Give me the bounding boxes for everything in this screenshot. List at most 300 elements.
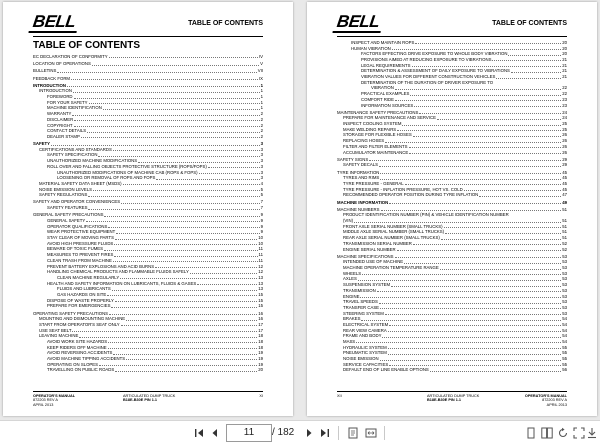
footer-text: ARTICULATED DUMP TRUCK bbox=[427, 394, 480, 398]
toc-entry-title: MACHINE INFORMATION bbox=[337, 199, 389, 205]
toc-leader-dots bbox=[380, 360, 562, 361]
toc-leader-dots bbox=[114, 244, 257, 245]
toc-entry-page: 22 bbox=[562, 91, 567, 97]
toc-entry-title: HUMAN VIBRATION bbox=[351, 45, 391, 51]
toc-entry-title: PREPARE FOR EMERGENCIES bbox=[47, 303, 111, 309]
toc-entry-page: 25 bbox=[562, 121, 567, 127]
toc-leader-dots bbox=[120, 278, 257, 279]
toc-leader-dots bbox=[391, 286, 561, 287]
toc-leader-dots bbox=[395, 89, 561, 90]
toc-entry-page: 52 bbox=[562, 240, 567, 246]
toc-entry-title: SAFETY AND OPERATOR CONVENIENCES bbox=[33, 199, 121, 205]
toc-leader-dots bbox=[57, 72, 256, 73]
toc-leader-dots bbox=[103, 109, 260, 110]
toc-leader-dots bbox=[112, 290, 257, 291]
toc-leader-dots bbox=[397, 130, 561, 131]
toc-leader-dots bbox=[190, 273, 257, 274]
toc-leader-dots bbox=[388, 354, 561, 355]
toc-entry-title: WHEELS bbox=[343, 270, 362, 276]
toc-entry-page: 54 bbox=[562, 339, 567, 345]
toc-entry-title: MAKE WELDING REPAIRS bbox=[343, 126, 397, 132]
toc-entry-title: DISPOSE OF WASTE PROPERLY bbox=[47, 297, 114, 303]
toc-entry-title: BRAKES bbox=[343, 316, 361, 322]
toc-entry-title: FRAME AND BODY bbox=[343, 333, 382, 339]
toc-leader-dots bbox=[377, 291, 562, 292]
toc-leader-dots bbox=[86, 221, 259, 222]
toc-entry-page: 21 bbox=[562, 57, 567, 63]
toc-entry-page: 3 bbox=[260, 141, 263, 147]
toc-leader-dots bbox=[496, 78, 561, 79]
toc-entry-page: 12 bbox=[258, 269, 263, 275]
toc-entry-title: TYRE PRESSURE - INFLATION PRESSURE, HOT VS. COLD bbox=[343, 186, 463, 192]
toc-entry-page: 17 bbox=[258, 321, 263, 327]
toc-entry-title: INSPECT COOLING SYSTEM bbox=[343, 121, 402, 127]
toc-entry-page: 21 bbox=[562, 68, 567, 74]
toc-leader-dots bbox=[156, 179, 259, 180]
toc-entry-page: 5 bbox=[260, 186, 263, 192]
toc-leader-dots bbox=[74, 98, 260, 99]
toc-entry-title: MAINTENANCE SAFETY PRECAUTIONS bbox=[337, 109, 419, 115]
toc-leader-dots bbox=[413, 244, 561, 245]
toc-entry-page: 45 bbox=[562, 175, 567, 181]
toc-leader-dots bbox=[409, 153, 561, 154]
toc-entry-page: 7 bbox=[260, 205, 263, 211]
page-number-input[interactable]: 11 bbox=[226, 424, 272, 442]
page-right bbox=[307, 2, 597, 416]
toc-leader-dots bbox=[74, 120, 259, 121]
toc-entry-page: 1 bbox=[260, 88, 263, 94]
toc-entry-title: INSPECT AND MAINTAIN ROPS bbox=[351, 39, 415, 45]
toc-leader-dots bbox=[81, 137, 260, 138]
toc-leader-dots bbox=[492, 60, 561, 61]
toolbar-divider bbox=[384, 426, 385, 440]
toc-entry-title: FOR YOUR SAFETY bbox=[47, 99, 88, 105]
toc-leader-dots bbox=[415, 43, 561, 44]
toc-entry-page: 55 bbox=[562, 356, 567, 362]
toc-leader-dots bbox=[444, 227, 562, 228]
footer-text: APRIL 2013 bbox=[546, 402, 567, 407]
toc-entry-title: MACHINE OPERATION TEMPERATURE RANGE bbox=[343, 265, 439, 271]
toc-entry-page: 19 bbox=[258, 361, 263, 367]
toc-entry-title: SAFETY DECALS bbox=[343, 162, 379, 168]
toc-entry-page: 29 bbox=[562, 156, 567, 162]
toc-entry-page: 26 bbox=[562, 149, 567, 155]
toc-entry-page: 11 bbox=[258, 246, 263, 252]
toc-entry-page: 45 bbox=[562, 186, 567, 192]
toc-leader-dots bbox=[389, 325, 561, 326]
toc-entry-title: CLEAN MACHINE REGULARLY bbox=[57, 274, 120, 280]
toc-entry-title: AVOID WORK SITE HAZARDS bbox=[47, 338, 108, 344]
toc-entry-page: 20 bbox=[562, 45, 567, 51]
toc-entry-page: 9 bbox=[260, 223, 263, 229]
header-rule bbox=[33, 36, 263, 37]
toc-leader-dots bbox=[74, 126, 260, 127]
toc-entry-page: 53 bbox=[562, 276, 567, 282]
toc-entry-page: 24 bbox=[562, 109, 567, 115]
toc-leader-dots bbox=[369, 160, 561, 161]
toc-entry-title: INFORMATION SOURCES bbox=[361, 102, 414, 108]
toc-entry-title: FACTORS EFFECTING DRIVE EXPOSURE TO WHOLE BODY VIBRATION bbox=[361, 51, 508, 57]
toc-leader-dots bbox=[92, 65, 259, 66]
toc-entry-title: BEWARE OF TOXIC FUMES bbox=[47, 246, 104, 252]
toc-leader-dots bbox=[115, 371, 257, 372]
toc-leader-dots bbox=[362, 274, 561, 275]
toc-entry-title: LEGAL REQUIREMENTS bbox=[361, 62, 411, 68]
toc-entry-title: UNAUTHORIZED MACHINE MODIFICATIONS bbox=[47, 158, 138, 164]
toc-leader-dots bbox=[113, 150, 260, 151]
toc-entry-title: PRACTICAL EXAMPLES bbox=[361, 91, 410, 97]
toc-leader-dots bbox=[379, 303, 561, 304]
toc-entry-page: 51 bbox=[562, 218, 567, 224]
toc-entry-title: MASS bbox=[343, 339, 356, 345]
toc-entry-page: 17 bbox=[258, 327, 263, 333]
toc-entry-page: 55 bbox=[562, 350, 567, 356]
toc-leader-dots bbox=[107, 295, 257, 296]
toc-entry-title: INTRODUCTION bbox=[39, 88, 72, 94]
toc-entry-title: OPERATING ON SLOPES bbox=[47, 361, 99, 367]
toc-entry-title: TYRE PRESSURE - GENERAL bbox=[343, 180, 404, 186]
toc-entry-page: 53 bbox=[562, 304, 567, 310]
toc-entry-title: VIBRATION VALUES FOR DIFFERENT CONSTRUCTION VEHICLES bbox=[361, 74, 496, 80]
toc-entry-page: 3 bbox=[260, 158, 263, 164]
last-page-icon[interactable] bbox=[318, 425, 332, 441]
rotate-icon[interactable] bbox=[556, 425, 570, 441]
toc-entry-title: PREPARE FOR MAINTENANCE AND SERVICE bbox=[343, 115, 436, 121]
toc-entry-title: HYDRAULIC SYSTEM bbox=[343, 344, 387, 350]
footer-text: APRIL 2013 bbox=[33, 402, 54, 407]
toc-entry-page: 53 bbox=[562, 265, 567, 271]
toc-leader-dots bbox=[395, 100, 561, 101]
toc-entry-title: MOUNTING AND DISMOUNTING MACHINE bbox=[39, 316, 126, 322]
toc-entry-title: DEALER STAMP bbox=[47, 133, 80, 139]
toc-entry[interactable] bbox=[33, 367, 263, 373]
toc-entry-page: 5 bbox=[260, 192, 263, 198]
toc-leader-dots bbox=[356, 342, 561, 343]
toc-entry-page: 20 bbox=[562, 39, 567, 45]
toc-leader-dots bbox=[430, 371, 561, 372]
toc-entry-page: 15 bbox=[258, 297, 263, 303]
toc-leader-dots bbox=[72, 331, 257, 332]
toc-entry-page: 53 bbox=[562, 293, 567, 299]
toc-entry-page: 2 bbox=[260, 111, 263, 117]
toc-entry-page: 54 bbox=[562, 316, 567, 322]
toc-entry-title: START FROM OPERATOR'S SEAT ONLY bbox=[39, 321, 120, 327]
toc-entry-page: 16 bbox=[258, 316, 263, 322]
footer-page-number: XI bbox=[259, 394, 263, 398]
toc-entry-page: 19 bbox=[258, 356, 263, 362]
footer-text: 872203 REV A bbox=[33, 398, 58, 403]
toc-leader-dots bbox=[405, 184, 562, 185]
toc-entry-title: PNEUMATIC SYSTEM bbox=[343, 350, 387, 356]
footer-text: OPERATOR'S MANUAL bbox=[524, 394, 567, 398]
toc-leader-dots bbox=[479, 196, 561, 197]
toc-leader-dots bbox=[388, 348, 562, 349]
toc-leader-dots bbox=[410, 95, 561, 96]
toc-leader-dots bbox=[108, 348, 258, 349]
toc-leader-dots bbox=[109, 314, 257, 315]
toc-entry-title: DETERMINATION & ASSESSMENT OF DAILY EXPOSURE TO VIBRATIONS bbox=[361, 68, 510, 74]
header-title: TABLE OF CONTENTS bbox=[188, 20, 263, 27]
toc-entry-title: SUSPENSION SYSTEM bbox=[343, 282, 391, 288]
toc-entry-title: AXLES bbox=[343, 276, 357, 282]
toc-entry-title: ELECTRICAL SYSTEM bbox=[343, 321, 389, 327]
toc-entry-page: IV bbox=[258, 53, 263, 59]
toc-entry-title: CERTIFICATIONS AND STANDARDS bbox=[39, 146, 112, 152]
toc-entry-title: PROVISIONS AIMED AT REDUCING EXPOSURE TO VIBRATIONS bbox=[361, 57, 492, 63]
toc-entry-page: 47 bbox=[562, 192, 567, 198]
toc-entry-page: V bbox=[260, 61, 263, 67]
toc-entry-title: PREVENT BATTERY EXPLOSIONS AND ACID BURNS bbox=[47, 263, 155, 269]
toc-entry-title: GAS HAZARDS ON SITE bbox=[57, 291, 107, 297]
toc-entry-page: 11 bbox=[258, 257, 263, 263]
toc-entry-title: WARRANTY bbox=[47, 111, 72, 117]
toc-entry-page: 13 bbox=[258, 274, 263, 280]
toc-leader-dots bbox=[104, 216, 259, 217]
toc-leader-dots bbox=[126, 359, 257, 360]
toc-leader-dots bbox=[388, 331, 562, 332]
bell-logo: BELL bbox=[31, 12, 77, 31]
toc-entry-page: 2 bbox=[260, 122, 263, 128]
toc-entry-title: STAY CLEAR OF MOVING PARTS bbox=[47, 235, 114, 241]
toc-entry-title: AVOID REVERSING ACCIDENTS bbox=[47, 350, 113, 356]
toc-entry[interactable] bbox=[337, 368, 567, 374]
toc-leader-dots bbox=[71, 79, 258, 80]
toc-heading: TABLE OF CONTENTS bbox=[33, 40, 141, 51]
toc-entry-page: 54 bbox=[562, 327, 567, 333]
toc-entry-page: 53 bbox=[562, 287, 567, 293]
toc-entry-page: 3 bbox=[260, 163, 263, 169]
toc-entry-page: 10 bbox=[258, 235, 263, 241]
toc-entry-page: 26 bbox=[562, 132, 567, 138]
toc-entry-title: ROLL OVER AND FALLING OBJECTS PROTECTIVE STRUCTURE (ROPS/FOPS) bbox=[47, 163, 207, 169]
toc-entry-page: 7 bbox=[260, 199, 263, 205]
toc-leader-dots bbox=[123, 184, 260, 185]
header-rule bbox=[337, 36, 567, 37]
footer-text: 872203 REV A bbox=[542, 398, 567, 403]
toc-entry-title: HEALTH AND SAFETY INFORMATION ON LUBRICANTS, FLUIDS & GASES bbox=[47, 280, 197, 286]
toc-entry-title: VIBRATION bbox=[371, 85, 394, 91]
toc-leader-dots bbox=[385, 314, 561, 315]
toc-entry-title: MACHINE NUMBERS bbox=[337, 206, 380, 212]
toc-entry-page: IX bbox=[258, 75, 263, 81]
toc-entry-page: 53 bbox=[562, 282, 567, 288]
toc-entry-title: EC DECLARATION OF CONFORMITY bbox=[33, 53, 108, 59]
toc-entry-page: 18 bbox=[258, 344, 263, 350]
toc-entry-title: MATERIAL SAFETY DATA SHEET (MSDS) bbox=[39, 180, 122, 186]
toc-entry-title: ENGINE SERIAL NUMBER bbox=[343, 246, 396, 252]
toc-entry-page: 25 bbox=[562, 126, 567, 132]
toc-entry-page: 45 bbox=[562, 169, 567, 175]
toc-leader-dots bbox=[111, 307, 257, 308]
toc-entry-title: HANDLING CHEMICAL PRODUCTS AND FLAMMABLE FLUIDS SAFELY bbox=[47, 269, 189, 275]
toc-leader-dots bbox=[508, 55, 561, 56]
toc-leader-dots bbox=[89, 103, 260, 104]
toc-entry-title: AVOID HIGH PRESSURE FLUIDS bbox=[47, 240, 114, 246]
toc-entry-page: 53 bbox=[562, 299, 567, 305]
toc-leader-dots bbox=[419, 113, 561, 114]
toc-entry-title: DETERMINATION OF THE DURATION OF DRIVER EXPOSURE TO bbox=[361, 79, 494, 85]
footer-page-number: XII bbox=[337, 394, 342, 398]
prev-page-icon[interactable] bbox=[208, 425, 222, 441]
toc-leader-dots bbox=[208, 167, 260, 168]
toc-entry-title: AVOID MACHINE TIPPING ACCIDENTS bbox=[47, 356, 126, 362]
toc-leader-dots bbox=[464, 190, 562, 191]
fit-width-icon[interactable] bbox=[364, 425, 378, 441]
toc-leader-dots bbox=[380, 308, 561, 309]
toc-entry-page: 20 bbox=[562, 51, 567, 57]
toc-leader-dots bbox=[413, 136, 562, 137]
toc-entry-title: TYRES AND RIMS bbox=[343, 175, 380, 181]
toc-leader-dots bbox=[379, 166, 561, 167]
toc-entry-page: 20 bbox=[258, 367, 263, 373]
fullscreen-icon[interactable] bbox=[572, 425, 586, 441]
toc-leader-dots bbox=[155, 267, 257, 268]
toc-entry-title: MIDDLE AXLE SERIAL NUMBER (SMALL TRUCKS) bbox=[343, 229, 445, 235]
toc-entry-title: ENGINE bbox=[343, 293, 360, 299]
toc-entry-page: 53 bbox=[562, 259, 567, 265]
toc-entry-page: 51 bbox=[562, 206, 567, 212]
toc-entry-page: 23 bbox=[562, 102, 567, 108]
toc-entry-title: GENERAL SAFETY PRECAUTIONS bbox=[33, 212, 104, 218]
toc-entry-page: 55 bbox=[562, 361, 567, 367]
toc-entry-title: REAR AXLE SERIAL NUMBER (SMALL TRUCKS) bbox=[343, 235, 440, 241]
toc-entry-title: CONTACT DETAILS bbox=[47, 128, 87, 134]
toc-entry-title: UNAUTHORIZED MODIFICATIONS OF MACHINE CAB (ROPS & FOPS) bbox=[57, 169, 198, 175]
toc-entry-page: 4 bbox=[260, 180, 263, 186]
toc-leader-dots bbox=[380, 179, 561, 180]
toc-entry-title: BULLETINS bbox=[33, 68, 57, 74]
two-page-icon[interactable] bbox=[540, 425, 554, 441]
toc-entry-title: COMFORT RIDE bbox=[361, 96, 395, 102]
toc-entry-title: NOISE EMISSION LEVELS bbox=[39, 186, 93, 192]
toc-entry-title: STEERING SYSTEM bbox=[343, 310, 384, 316]
toc-entry-page: 51 bbox=[562, 229, 567, 235]
page-footer-left bbox=[33, 391, 263, 406]
toc-leader-dots bbox=[99, 365, 257, 366]
footer-text: B18E-B30E PIN 1.1 bbox=[123, 398, 157, 403]
toc-leader-dots bbox=[441, 239, 561, 240]
toc-entry-title: DEFAULT END OF LINE ENABLE OPTIONS bbox=[343, 367, 429, 373]
toc-entry-title: TRANSFER CASE bbox=[343, 304, 380, 310]
toc-leader-dots bbox=[409, 147, 562, 148]
toc-leader-dots bbox=[138, 162, 259, 163]
toc-entry-page: 2 bbox=[260, 128, 263, 134]
toc-leader-dots bbox=[121, 325, 258, 326]
fit-page-icon[interactable] bbox=[346, 425, 360, 441]
page-footer-right bbox=[337, 391, 567, 406]
toc-leader-dots bbox=[108, 227, 259, 228]
toc-entry-page: 55 bbox=[562, 344, 567, 350]
toc-entry-page: VII bbox=[257, 68, 263, 74]
toc-entry-page: 18 bbox=[258, 333, 263, 339]
toc-entry-title: PRODUCT IDENTIFICATION NUMBER (PIN) & VEHICLE IDENTIFICATION NUMBER bbox=[343, 212, 509, 218]
toc-entry-page: 52 bbox=[562, 246, 567, 252]
toc-entry-page: 10 bbox=[258, 240, 263, 246]
toc-entry-title: OPERATOR QUALIFICATIONS bbox=[47, 223, 108, 229]
toc-leader-dots bbox=[67, 86, 260, 87]
toc-leader-dots bbox=[79, 337, 257, 338]
toc-leader-dots bbox=[197, 284, 257, 285]
toc-entry-title: LOOSENING OR REMOVAL OF ROPS AND FOPS bbox=[57, 175, 156, 181]
toc-entry-page: 9 bbox=[260, 229, 263, 235]
toc-leader-dots bbox=[108, 342, 257, 343]
toc-entry-page: 21 bbox=[562, 74, 567, 80]
toc-leader-dots bbox=[115, 239, 257, 240]
toc-leader-dots bbox=[113, 354, 257, 355]
toc-entry-page: 11 bbox=[258, 252, 263, 258]
toc-entry-title: DISCLAIMER bbox=[47, 116, 74, 122]
toc-leader-dots bbox=[93, 190, 260, 191]
footer-product-info bbox=[427, 394, 479, 403]
toc-leader-dots bbox=[382, 337, 561, 338]
toc-entry-title: SERVICE CAPACITIES bbox=[343, 361, 389, 367]
toc-entry-page: 53 bbox=[562, 270, 567, 276]
toc-entry-title: FOREWORD bbox=[47, 94, 73, 100]
toc-leader-dots bbox=[73, 92, 260, 93]
toc-leader-dots bbox=[51, 145, 260, 146]
toc-entry-page: 53 bbox=[562, 310, 567, 316]
toc-entry-title: TRAVEL SPEEDS bbox=[343, 299, 378, 305]
toc-leader-dots bbox=[402, 125, 561, 126]
toc-entry-page: 2 bbox=[260, 116, 263, 122]
toc-entry-title: SAFETY bbox=[33, 141, 50, 147]
toc-leader-dots bbox=[88, 196, 259, 197]
single-page-icon[interactable] bbox=[524, 425, 538, 441]
footer-product-info bbox=[123, 394, 175, 403]
toc-entry-page: 54 bbox=[562, 333, 567, 339]
toc-leader-dots bbox=[358, 280, 561, 281]
download-icon[interactable] bbox=[586, 425, 598, 441]
toc-entry-title: INTRODUCTION bbox=[33, 82, 66, 88]
toc-leader-dots bbox=[115, 301, 257, 302]
toc-entry-title: NOISE EMISSION bbox=[343, 356, 379, 362]
toc-leader-dots bbox=[445, 233, 561, 234]
toc-entry-page: 1 bbox=[260, 94, 263, 100]
toc-entry-title: TYRE INFORMATION bbox=[337, 169, 380, 175]
toc-entry-title: REAR VIEW CAMERA bbox=[343, 327, 387, 333]
toc-leader-dots bbox=[385, 142, 561, 143]
toc-entry-title: SAFETY FEATURES bbox=[47, 205, 88, 211]
toc-entry-title: (VIN) bbox=[343, 218, 354, 224]
toc-leader-dots bbox=[437, 119, 561, 120]
toc-leader-dots bbox=[412, 66, 562, 67]
toc-leader-dots bbox=[360, 297, 561, 298]
footer-manual-info bbox=[525, 394, 567, 407]
toc-leader-dots bbox=[88, 209, 259, 210]
toc-entry-title: ACCUMULATOR MAINTENANCE bbox=[343, 149, 409, 155]
toc-entry-page: 15 bbox=[258, 303, 263, 309]
toc-entry-page: 29 bbox=[562, 162, 567, 168]
toc-entry-title: SAFETY SPECIFICATION bbox=[47, 152, 98, 158]
bell-logo: BELL bbox=[335, 12, 381, 31]
toc-entry-page: 26 bbox=[562, 138, 567, 144]
toc-leader-dots bbox=[87, 132, 259, 133]
toc-leader-dots bbox=[199, 173, 260, 174]
toc-entry-title: SAFETY REGULATIONS bbox=[39, 192, 88, 198]
first-page-icon[interactable] bbox=[192, 425, 206, 441]
toc-entry-page: 19 bbox=[258, 350, 263, 356]
toc-entry-title: MEASURES TO PREVENT FIRES bbox=[47, 252, 114, 258]
toc-entry-page: 24 bbox=[562, 115, 567, 121]
toc-list-right bbox=[337, 40, 567, 373]
toc-leader-dots bbox=[380, 173, 561, 174]
toolbar-divider bbox=[338, 426, 339, 440]
toc-leader-dots bbox=[395, 257, 562, 258]
toc-entry-page: 45 bbox=[562, 180, 567, 186]
toc-leader-dots bbox=[126, 320, 257, 321]
next-page-icon[interactable] bbox=[302, 425, 316, 441]
toc-leader-dots bbox=[109, 57, 258, 58]
